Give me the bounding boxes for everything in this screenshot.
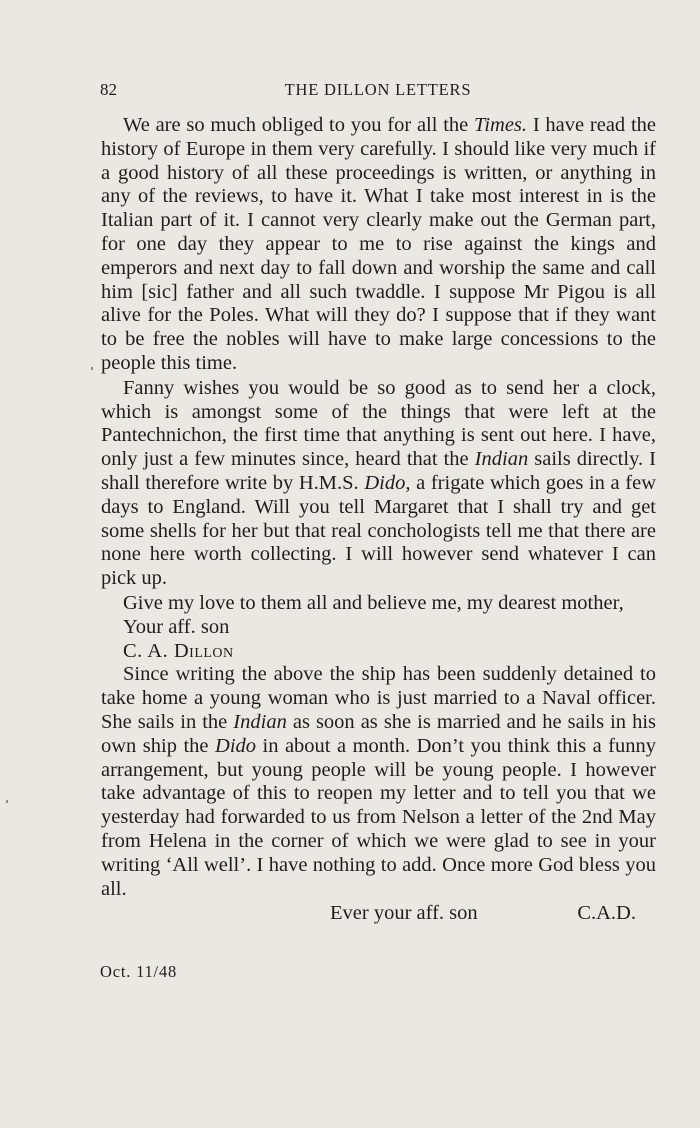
italic-ship-name: Dido, [364,471,411,494]
paragraph-text: sails directly. I shall therefore write by H.M.S. [101,448,656,494]
letter-body [101,114,656,926]
page-number: 82 [100,80,117,99]
italic-ship-name: Indian [233,710,287,733]
paragraph-text: a frigate which goes in a few days to England. Will you tell Margaret that I shall try and get some shells for her but that real conchologists tell me that there are none here worth collecting. I will however send whatever I can pick up. [101,471,657,590]
paragraph-text: I have read the history of Europe in them very carefully. I should like very much if a good history of all these proceedings is written, or anything in any of the reviews, to have it. What I take most interest in is the Italian part of it. I cannot very clearly make out the German part, for one day they appear to me to rise against the kings and emperors and next day to fall down and worship the same and call him [sic] father and all such twaddle. I suppose Mr Pigou is all alive for the Poles. What will they do? I suppose that if they want to be free the nobles will have to make large concessions to the people this time. [101,114,656,374]
valediction: Your aff. son [123,615,230,638]
closing-initials: C.A.D. [577,902,636,925]
page-header [100,80,656,106]
paragraph-1 [101,114,656,376]
paper-speck [6,800,8,803]
closing-line [101,902,656,926]
postscript [101,663,656,901]
paragraph-2 [101,377,656,591]
paragraph-text: Fanny wishes you would be so good as to send her a clock, which is amongst some of the things that were left at the Pantechnichon, the first time that anything is sent out here. I have, only just a few minutes since, heard that the [101,376,656,471]
signature: C. A. Dillon [123,639,234,662]
running-title: THE DILLON LETTERS [284,80,472,99]
italic-ship-name: Dido [215,734,257,757]
paragraph-text: in about a month. Don’t you think this a funny arrangement, but young people will be young people. I however take advantage of this to reopen my letter and to tell you that we yesterday had forwarded to us from Nelson a letter of the 2nd May from Helena in the corner of which we were glad to see in your writing ‘All well’. I have nothing to add. Once more God bless you all. [101,734,656,900]
paragraph-3: Give my love to them all and believe me, my dearest mother, [123,591,624,614]
paragraph-text: Since writing the above the ship has been suddenly detained to take home a young woman who is just married to a Naval officer. She sails in the [101,663,656,733]
italic-ship-name: Indian [474,448,529,471]
paper-speck [91,367,93,370]
italic-title-times: Times. [474,114,528,136]
paragraph-text: We are so much obliged to you for all the [123,114,475,136]
closing-valediction: Ever your aff. son [330,902,478,925]
date-line: Oct. 11/48 [100,962,178,981]
paragraph-text: as soon as she is married and he sails in his own ship the [101,710,657,757]
